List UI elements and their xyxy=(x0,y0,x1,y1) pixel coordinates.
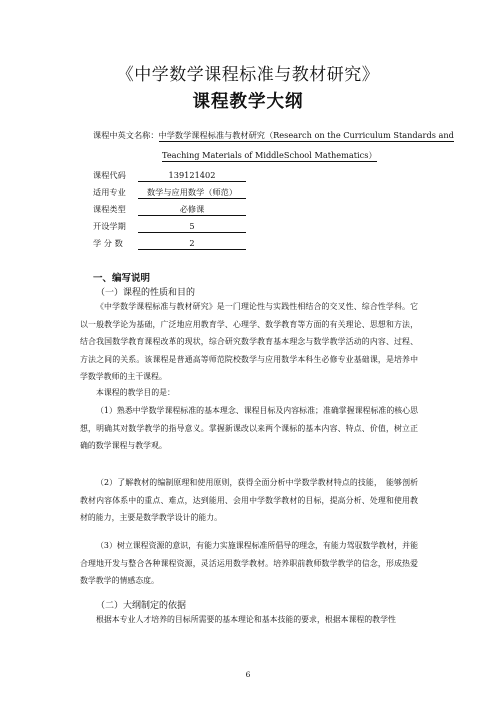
english-name-row xyxy=(93,130,454,142)
english-name-value: 中学数学课程标准与教材研究（Research on the Curriculum Standards and xyxy=(158,130,454,140)
paragraph-purpose-2: （2）了解教材的编制原理和使用原则，获得全面分析中学数学教材特点的技能， 能够剖析教材内容体系中的重点、难点，达到能用、会用中学数学教材的目标，提高分析、处理和使用教材的能力，主要是数学教学设计的能力。 xyxy=(80,478,418,523)
paragraph-purpose-intro: 本课程的教学目的是： xyxy=(96,388,175,397)
credit-label: 学 分 数 xyxy=(93,238,123,248)
major-value: 数学与应用数学（师范） xyxy=(138,187,246,199)
paragraph-basis: 根据本专业人才培养的目标所需要的基本理论和基本技能的要求，根据本课程的教学性 xyxy=(96,615,396,624)
course-code-label: 课程代码 xyxy=(93,170,126,180)
major-label: 适用专业 xyxy=(93,187,126,197)
english-name-row-2 xyxy=(162,150,377,162)
english-name-value-2: Teaching Materials of MiddleSchool Mathematics） xyxy=(162,150,377,160)
course-title: 《中学数学课程标准与教材研究》 xyxy=(116,65,380,85)
page-number: 6 xyxy=(245,670,251,679)
subsection-heading-2: （二）大纲制定的依据 xyxy=(96,601,187,611)
subsection-heading-1: （一）课程的性质和目的 xyxy=(96,288,196,298)
credit-value: 2 xyxy=(138,238,246,250)
term-label: 开设学期 xyxy=(93,221,126,231)
paragraph-nature: 《中学数学课程标准与教材研究》是一门理论性与实践性相结合的交叉性、综合性学科。它以一般教学论为基础，广泛地应用教育学、心理学、数学教育等方面的有关理论、思想和方法，结合我国数学教育课程改革的现状，综合研究数学教育基本理念与数学教学活动的内容、过程、方法之间的关系。该课程是普通高等师范院校数学与应用数学本科生必修专业基础课，是培养中学数学教师的主干课程。 xyxy=(80,302,418,382)
english-name-label: 课程中英文名称： xyxy=(93,130,159,140)
credit-row xyxy=(93,238,246,250)
term-value: 5 xyxy=(138,221,246,233)
course-code-value: 139121402 xyxy=(138,170,246,182)
course-code-row xyxy=(93,170,246,182)
course-type-value: 必修课 xyxy=(138,204,246,216)
paragraph-purpose-1: （1）熟悉中学数学课程标准的基本理念、课程目标及内容标准；准确掌握课程标准的核心思想，明确其对数学教学的指导意义。掌握新课改以来两个课标的基本内容、特点、价值，树立正确的数学课程与教学观。 xyxy=(80,406,418,451)
term-row xyxy=(93,221,246,233)
major-row xyxy=(93,187,246,199)
course-type-label: 课程类型 xyxy=(93,204,126,214)
paragraph-purpose-3: （3）树立课程资源的意识，有能力实施课程标准所倡导的理念，有能力驾驭数学教材，并能合理地开发与整合各种课程资源，灵活运用数学教材。培养职前教师数学教学的信念，形成热爱数学教学的情感态度。 xyxy=(80,541,418,586)
section-heading: 一、编写说明 xyxy=(93,273,151,284)
course-type-row xyxy=(93,204,246,216)
document-subtitle: 课程教学大纲 xyxy=(192,92,304,112)
